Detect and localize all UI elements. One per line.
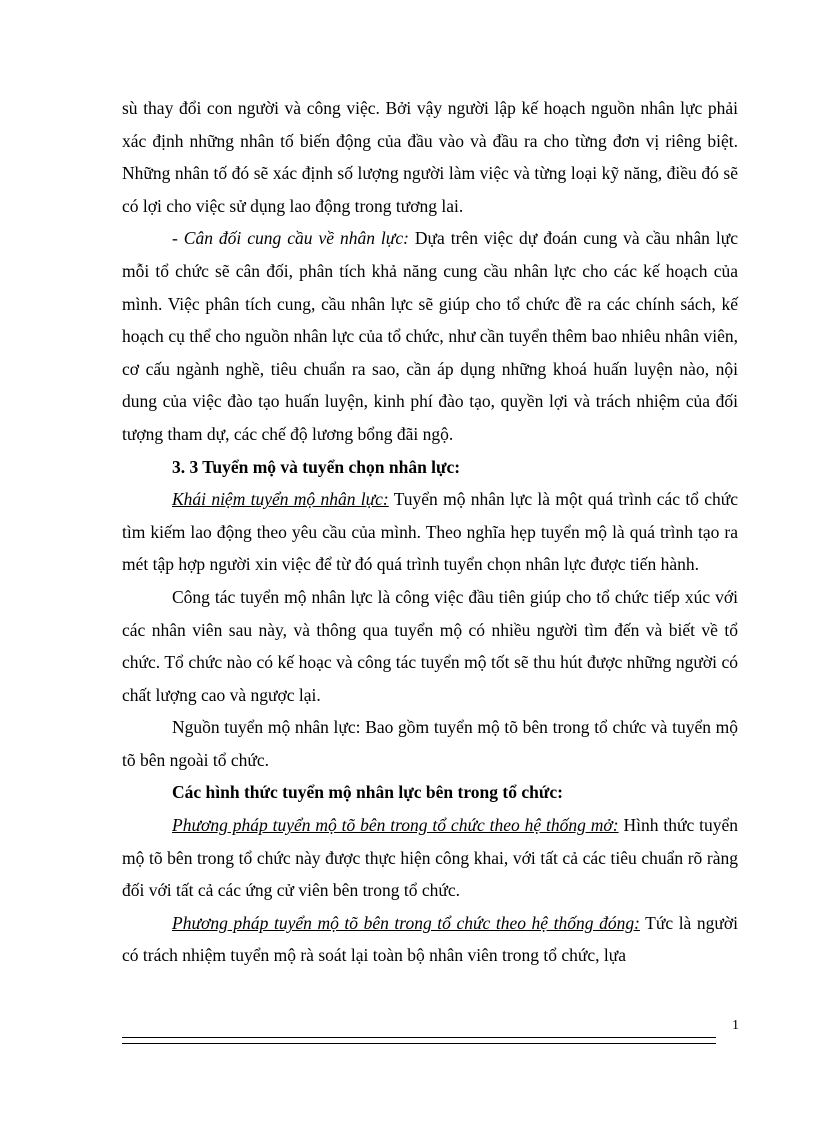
paragraph-text: sù thay đổi con người và công việc. Bởi vậy người lập kế hoạch nguồn nhân lực phải xác định những nhân tố biến động của đầu vào và đầu ra cho từng đơn vị riêng biệt. Những nhân tố đó sẽ xác định số lượng người làm việc và từng loại kỹ năng, điều đó sẽ có lợi cho việc sử dụng lao động trong tương lai. (122, 98, 738, 216)
page-number: 1 (732, 1018, 739, 1033)
section-heading-internal-forms (122, 776, 738, 809)
heading-text: 3. 3 Tuyển mộ và tuyển chọn nhân lực: (172, 456, 461, 477)
paragraph-lead: Phương pháp tuyển mộ tõ bên trong tổ chức theo hệ thống đóng: (172, 912, 640, 933)
paragraph-supply-demand (122, 222, 738, 450)
paragraph-text: Công tác tuyển mộ nhân lực là công việc đầu tiên giúp cho tổ chức tiếp xúc với các nhân viên sau này, và thông qua tuyển mộ có nhiều người tìm đến và biết về tổ chức. Tổ chức nào có kế hoạc và công tác tuyển mộ tốt sẽ thu hút được những người có chất lượng cao và ngược lại. (122, 586, 738, 705)
paragraph-recruitment-source (122, 711, 738, 776)
paragraph-recruitment-concept (122, 483, 738, 581)
paragraph-text: Dựa trên việc dự đoán cung và cầu nhân lực mỗi tổ chức sẽ cân đối, phân tích khả năng cung cầu nhân lực cho các kế hoạch của mình. Việc phân tích cung, cầu nhân lực sẽ giúp cho tổ chức đề ra các chính sách, kế hoạch cụ thể cho nguồn nhân lực của tổ chức, như cần tuyển thêm bao nhiêu nhân viên, cơ cấu ngành nghề, tiêu chuẩn ra sao, cần áp dụng những khoá huấn luyện nào, nội dung của việc đào tạo huấn luyện, kinh phí đào tạo, quyền lợi và trách nhiệm của đối tượng tham dự, các chế độ lương bổng đãi ngộ. (122, 228, 738, 444)
paragraph-text: Nguồn tuyển mộ nhân lực: Bao gồm tuyển mộ tõ bên trong tổ chức và tuyển mộ tõ bên ngoài tổ chức. (122, 717, 738, 770)
paragraph-lead: Phương pháp tuyển mộ tõ bên trong tổ chức theo hệ thống mở: (172, 815, 619, 836)
paragraph-text: Tuyển mộ nhân lực là một quá trình các tổ chức tìm kiếm lao động theo yêu cầu của mình. Theo nghĩa hẹp tuyển mộ là quá trình tạo ra mét tập hợp người xin việc để từ đó quá trình tuyển chọn nhân lực được tiến hành. (122, 489, 738, 575)
paragraph-recruitment-work (122, 581, 738, 711)
paragraph-lead: Khái niệm tuyển mộ nhân lực: (172, 489, 389, 510)
paragraph-open-system (122, 809, 738, 907)
paragraph-lead: - Cân đối cung cầu về nhân lực: (172, 228, 409, 249)
heading-text: Các hình thức tuyển mộ nhân lực bên trong tổ chức: (172, 782, 563, 803)
footer-double-rule (122, 1037, 716, 1044)
paragraph-continuation (122, 92, 738, 222)
paragraph-text: Hình thức tuyển mộ tõ bên trong tổ chức này được thực hiện công khai, với tất cả các tiêu chuẩn rõ ràng đối với tất cả các ứng cử viên bên trong tổ chức. (122, 815, 738, 901)
section-heading-recruitment (122, 451, 738, 484)
body-text (122, 92, 738, 972)
paragraph-text: Tức là người có trách nhiệm tuyển mộ rà soát lại toàn bộ nhân viên trong tổ chức, lựa (122, 912, 738, 966)
paragraph-closed-system (122, 907, 738, 972)
